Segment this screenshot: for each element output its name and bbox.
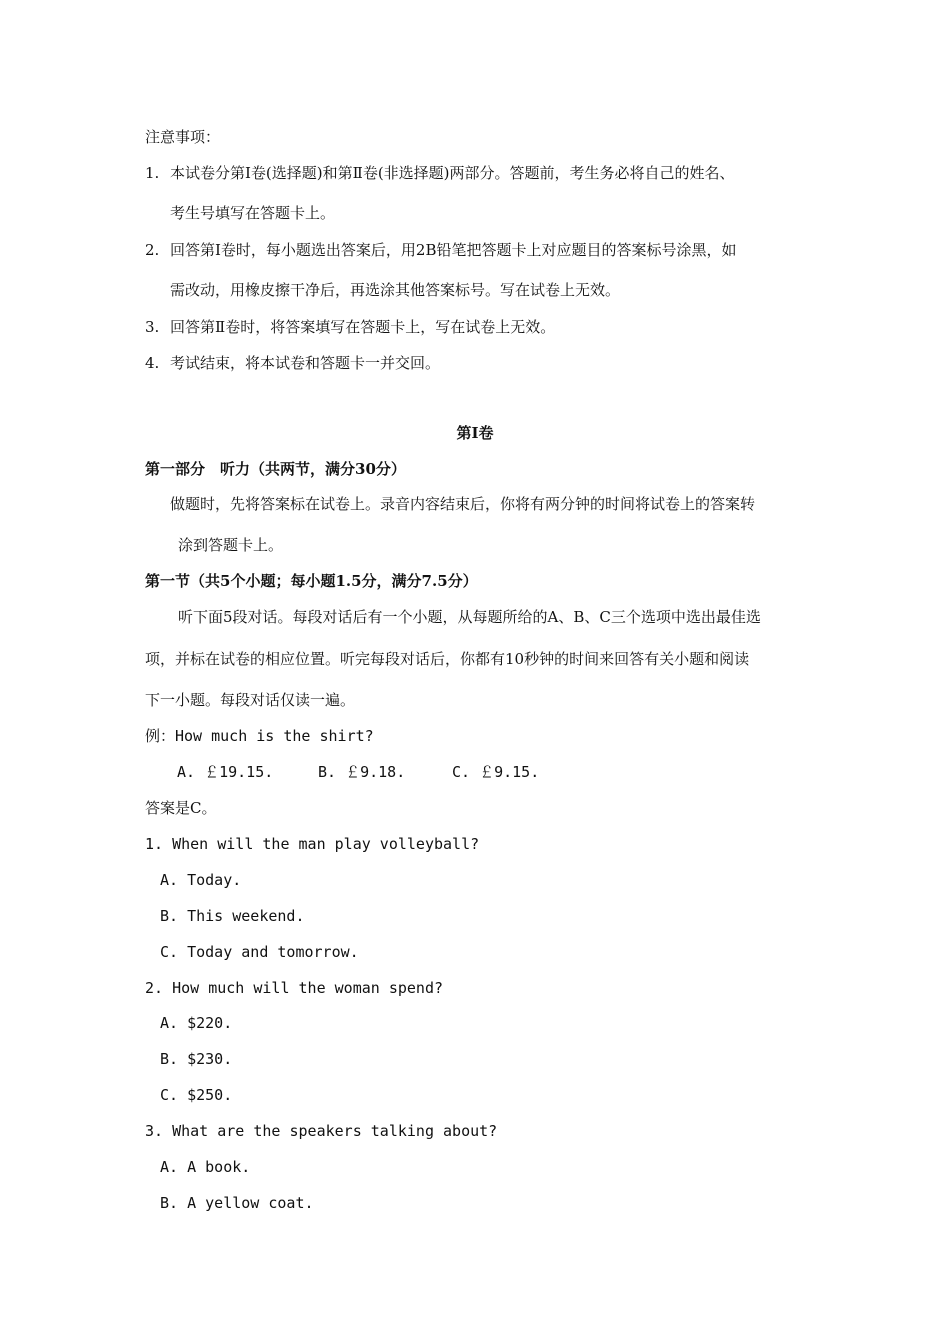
question-1-option-a: A. Today. xyxy=(160,871,242,889)
part1-instruction-line-1: 做题时，先将答案标在试卷上。录音内容结束后，你将有两分钟的时间将试卷上的答案转 xyxy=(170,495,756,513)
question-3-option-b: B. A yellow coat. xyxy=(160,1194,314,1212)
volume-title: 第Ⅰ卷 xyxy=(456,424,494,442)
section1-instruction-line-3: 下一小题。每段对话仅读一遍。 xyxy=(145,691,356,709)
notice-item-3-line-1: 回答第Ⅱ卷时，将答案填写在答题卡上，写在试卷上无效。 xyxy=(170,318,556,336)
notice-item-4-line-1: 考试结束，将本试卷和答题卡一并交回。 xyxy=(170,354,441,372)
notice-item-2-line-2: 需改动，用橡皮擦干净后，再选涂其他答案标号。写在试卷上无效。 xyxy=(170,281,621,299)
part1-title: 第一部分 听力（共两节，满分30分） xyxy=(145,460,406,478)
question-2-option-a: A. $220. xyxy=(160,1014,233,1032)
section1-title: 第一节（共5个小题；每小题1.5分，满分7.5分） xyxy=(145,572,478,590)
part1-instruction-line-2: 涂到答题卡上。 xyxy=(178,536,284,554)
question-1-option-b: B. This weekend. xyxy=(160,907,305,925)
notice-heading: 注意事项： xyxy=(145,128,221,146)
example-option-a: A. ￡19.15. xyxy=(177,763,274,781)
example-question: 例：How much is the shirt? xyxy=(145,727,374,745)
example-option-c: C. ￡9.15. xyxy=(452,763,540,781)
notice-item-1-line-1: 本试卷分第Ⅰ卷(选择题)和第Ⅱ卷(非选择题)两部分。答题前，考生务必将自己的姓名、 xyxy=(170,164,735,182)
notice-item-1-line-2: 考生号填写在答题卡上。 xyxy=(170,204,336,222)
notice-item-2-line-1: 回答第Ⅰ卷时，每小题选出答案后，用2B铅笔把答题卡上对应题目的答案标号涂黑，如 xyxy=(170,241,737,259)
example-answer: 答案是C。 xyxy=(145,799,217,817)
notice-item-3-num: 3. xyxy=(145,318,160,336)
question-3: 3. What are the speakers talking about? xyxy=(145,1122,498,1140)
section1-instruction-line-2: 项，并标在试卷的相应位置。听完每段对话后，你都有10秒钟的时间来回答有关小题和阅读 xyxy=(145,650,750,668)
question-1-option-c: C. Today and tomorrow. xyxy=(160,943,359,961)
question-2-option-b: B. $230. xyxy=(160,1050,233,1068)
notice-item-1-num: 1. xyxy=(145,164,160,182)
question-3-option-a: A. A book. xyxy=(160,1158,251,1176)
question-1: 1. When will the man play volleyball? xyxy=(145,835,480,853)
notice-item-2-num: 2. xyxy=(145,241,160,259)
question-2: 2. How much will the woman spend? xyxy=(145,979,444,997)
example-option-b: B. ￡9.18. xyxy=(318,763,406,781)
section1-instruction-line-1: 听下面5段对话。每段对话后有一个小题，从每题所给的A、B、C三个选项中选出最佳选 xyxy=(178,608,761,626)
question-2-option-c: C. $250. xyxy=(160,1086,233,1104)
notice-item-4-num: 4. xyxy=(145,354,160,372)
